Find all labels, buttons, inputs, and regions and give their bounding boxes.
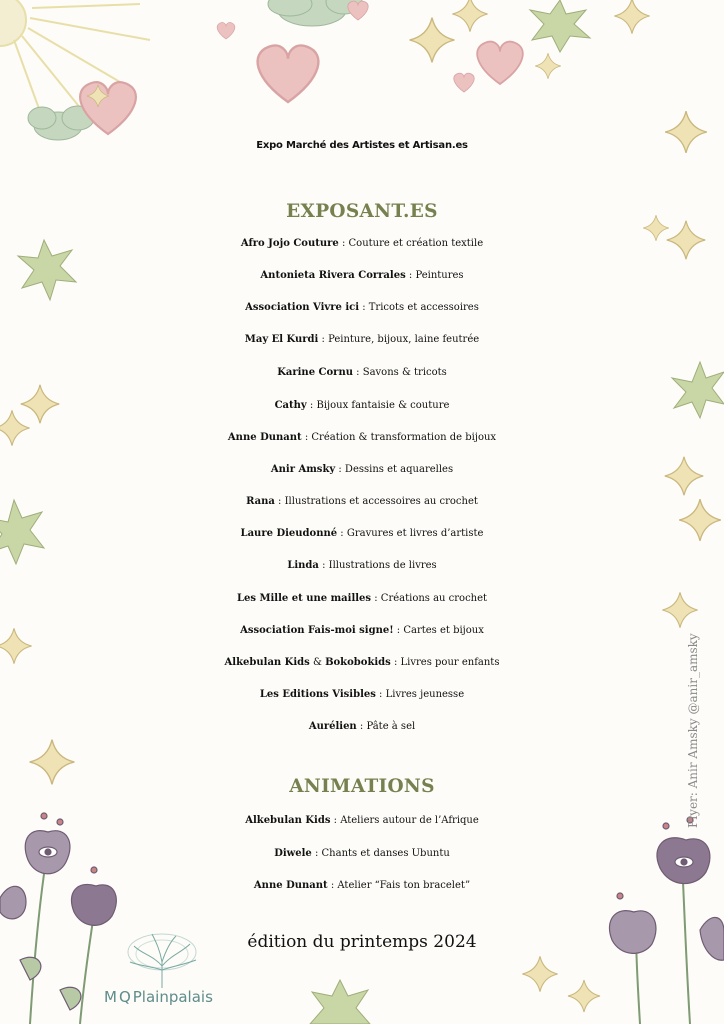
- exhibitor-description: Dessins et aquarelles: [344, 464, 454, 475]
- exhibitor-line: [0, 362, 724, 384]
- exposants-heading: EXPOSANT.ES: [286, 201, 438, 222]
- exhibitor-name: Alkebulan Kids: [224, 657, 310, 668]
- tree-icon: [104, 932, 254, 988]
- animation-host: Alkebulan Kids: [245, 815, 331, 826]
- exhibitor-name: May El Kurdi: [244, 334, 319, 345]
- exhibitor-description: Livres jeunesse: [385, 689, 465, 700]
- animation-description: Chants et danses Ubuntu: [321, 848, 450, 859]
- separator: :: [375, 689, 386, 700]
- animation-description: Atelier “Fais ton bracelet”: [337, 880, 471, 891]
- exhibitor-name: Afro Jojo Couture: [240, 238, 339, 249]
- exhibitor-line: [0, 297, 724, 319]
- exhibitor-description: Illustrations et accessoires au crochet: [284, 496, 478, 507]
- exhibitor-name: Linda: [287, 560, 319, 571]
- separator: :: [405, 270, 416, 281]
- logo-place: Plainpalais: [132, 988, 213, 1006]
- separator: :: [337, 528, 347, 539]
- mq-plainpalais-logo: [104, 932, 254, 1012]
- exhibitor-description: Pâte à sel: [366, 721, 416, 732]
- edition-text: édition du printemps 2024: [247, 932, 477, 952]
- exhibitor-description: Gravures et livres d’artiste: [346, 528, 484, 539]
- exhibitor-name: Les Mille et une mailles: [236, 593, 372, 604]
- exhibitor-description: Tricots et accessoires: [368, 302, 479, 313]
- logo-mq: MQ: [104, 988, 133, 1006]
- exhibitor-description: Peinture, bijoux, laine feutrée: [328, 334, 480, 345]
- exhibitor-line: [0, 395, 724, 417]
- exhibitor-line: [0, 523, 724, 545]
- exhibitor-name: Les Editions Visibles: [259, 689, 376, 700]
- exhibitor-description: Créations au crochet: [380, 593, 488, 604]
- separator: :: [338, 238, 349, 249]
- separator: :: [390, 657, 401, 668]
- exhibitor-name: Anir Amsky: [270, 464, 336, 475]
- exhibitor-name: Association Vivre ici: [245, 302, 360, 313]
- exhibitor-description: Cartes et bijoux: [403, 625, 484, 636]
- exhibitor-description: Peintures: [415, 270, 464, 281]
- animation-line: [0, 843, 724, 865]
- exhibitor-line: [0, 620, 724, 642]
- exhibitor-description: Bijoux fantaisie & couture: [316, 400, 450, 411]
- exhibitor-description: Livres pour enfants: [400, 657, 500, 668]
- separator: :: [327, 880, 338, 891]
- exhibitor-line: [0, 588, 724, 610]
- separator: :: [274, 496, 285, 507]
- animation-host: Diwele: [274, 848, 312, 859]
- separator: :: [335, 464, 345, 475]
- separator: :: [306, 400, 317, 411]
- exhibitor-name: Karine Cornu: [277, 367, 353, 378]
- animation-line: [0, 810, 724, 832]
- exhibitor-line: [0, 491, 724, 513]
- flyer-credit: Flyer: Anir Amsky @anir_amsky: [686, 633, 700, 828]
- animation-line: [0, 875, 724, 897]
- exhibitor-name: Bokobokids: [325, 657, 391, 668]
- animation-description: Ateliers autour de l’Afrique: [340, 815, 479, 826]
- exhibitor-name: Rana: [246, 496, 275, 507]
- exhibitor-description: Savons & tricots: [362, 367, 447, 378]
- exhibitor-name: Cathy: [274, 400, 307, 411]
- separator: :: [318, 560, 329, 571]
- exhibitor-line: [0, 459, 724, 481]
- page-title: Expo Marché des Artistes et Artisan.es: [256, 140, 468, 151]
- exhibitor-name: Anne Dunant: [227, 432, 302, 443]
- animation-host: Anne Dunant: [253, 880, 328, 891]
- exhibitor-line: [0, 555, 724, 577]
- exhibitor-name: Aurélien: [308, 721, 357, 732]
- separator: :: [301, 432, 312, 443]
- separator: :: [352, 367, 363, 378]
- exhibitor-line: [0, 233, 724, 255]
- exhibitor-line: [0, 329, 724, 351]
- exhibitor-name: Laure Dieudonné: [240, 528, 338, 539]
- separator: :: [359, 302, 369, 313]
- exhibitor-line: [0, 427, 724, 449]
- ampersand: &: [309, 657, 326, 668]
- exhibitor-description: Création & transformation de bijoux: [311, 432, 497, 443]
- separator: :: [318, 334, 329, 345]
- exhibitor-name: Antonieta Rivera Corrales: [260, 270, 406, 281]
- exhibitor-line: [0, 652, 724, 674]
- exhibitor-description: Couture et création textile: [348, 238, 484, 249]
- exhibitor-description: Illustrations de livres: [328, 560, 437, 571]
- separator: :: [393, 625, 404, 636]
- separator: :: [356, 721, 367, 732]
- separator: :: [371, 593, 381, 604]
- exhibitor-line: [0, 684, 724, 706]
- exhibitor-line: [0, 716, 724, 738]
- animations-heading: ANIMATIONS: [289, 776, 435, 797]
- separator: :: [311, 848, 322, 859]
- exhibitor-line: [0, 265, 724, 287]
- exhibitor-name: Association Fais-moi signe!: [240, 625, 394, 636]
- separator: :: [330, 815, 341, 826]
